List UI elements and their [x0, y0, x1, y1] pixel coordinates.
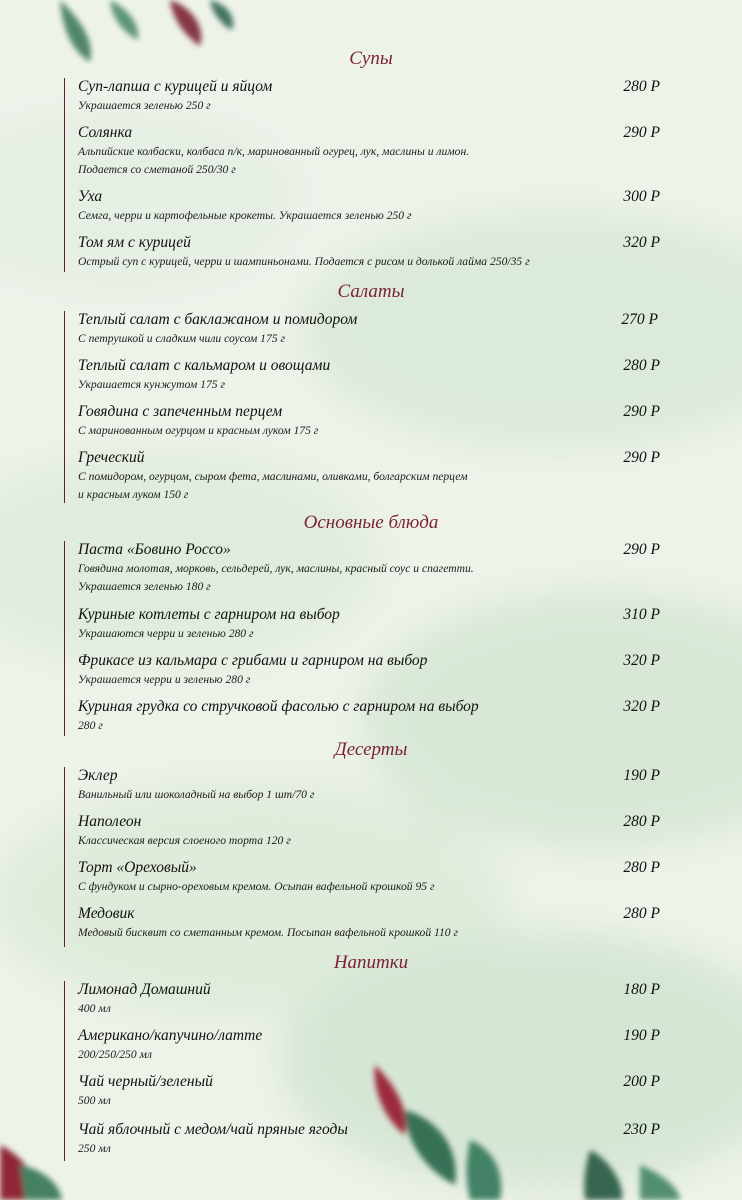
menu-item [78, 540, 660, 596]
menu-item [78, 1026, 660, 1064]
item-price: 290 Р [623, 541, 660, 558]
item-price: 290 Р [623, 449, 660, 466]
item-name: Греческий [78, 449, 145, 466]
item-description: 280 г [78, 719, 103, 732]
item-description: 250 мл [78, 1142, 111, 1155]
item-price: 290 Р [623, 403, 660, 420]
item-name: Торт «Ореховый» [78, 859, 197, 876]
menu-item [78, 766, 660, 804]
item-description: С помидором, огурцом, сыром фета, маслинами, оливками, болгарским перцем [78, 470, 468, 483]
section-rule-main-courses [64, 541, 65, 736]
item-name: Теплый салат с кальмаром и овощами [78, 357, 331, 374]
menu-item [78, 123, 660, 179]
item-name: Суп-лапша с курицей и яйцом [78, 78, 273, 95]
menu-item [78, 1120, 660, 1158]
item-price: 280 Р [623, 78, 660, 95]
item-description: С фундуком и сырно-ореховым кремом. Осыпан вафельной крошкой 95 г [78, 880, 435, 893]
menu-item [78, 697, 660, 735]
item-description: 400 мл [78, 1002, 111, 1015]
item-price: 320 Р [623, 234, 660, 251]
item-description: С маринованным огурцом и красным луком 175 г [78, 424, 319, 437]
menu-item [78, 77, 660, 115]
item-name: Куриная грудка со стручковой фасолью с гарниром на выбор [78, 698, 479, 715]
item-name: Куриные котлеты с гарниром на выбор [78, 606, 340, 623]
item-description: Украшается черри и зеленью 280 г [78, 673, 251, 686]
section-title-drinks: Напитки [333, 952, 409, 973]
item-description-line-2: Украшается зеленью 180 г [78, 580, 211, 593]
item-description: 200/250/250 мл [78, 1048, 152, 1061]
section-rule-salads [64, 311, 65, 503]
item-name: Говядина с запеченным перцем [78, 403, 283, 420]
item-price: 310 Р [623, 606, 660, 623]
item-price: 200 Р [623, 1073, 660, 1090]
item-price: 280 Р [623, 905, 660, 922]
item-description: Украшается кунжутом 175 г [78, 378, 225, 391]
item-price: 270 Р [621, 311, 658, 328]
item-description: 500 мл [78, 1094, 111, 1107]
item-name: Паста «Бовино Россо» [78, 541, 231, 558]
item-name: Эклер [78, 767, 118, 784]
item-name: Уха [78, 188, 103, 205]
item-price: 180 Р [623, 981, 660, 998]
item-description: Медовый бисквит со сметанным кремом. Посыпан вафельной крошкой 110 г [78, 926, 458, 939]
menu-item [78, 187, 660, 225]
item-name: Лимонад Домашний [78, 981, 211, 998]
item-description: Острый суп с курицей, черри и шампиньонами. Подается с рисом и долькой лайма 250/35 г [78, 255, 530, 268]
menu-item [78, 904, 660, 942]
item-name: Чай черный/зеленый [78, 1073, 213, 1090]
menu-item [78, 448, 660, 504]
section-title-soups: Супы [349, 48, 393, 69]
item-price: 280 Р [623, 859, 660, 876]
item-name: Фрикасе из кальмара с грибами и гарниром на выбор [78, 652, 428, 669]
menu-item [78, 812, 660, 850]
item-description: Ванильный или шоколадный на выбор 1 шт/70 г [78, 788, 315, 801]
item-description: Украшается зеленью 250 г [78, 99, 211, 112]
item-name: Американо/капучино/латте [78, 1027, 263, 1044]
item-price: 280 Р [623, 357, 660, 374]
item-description-line-2: Подается со сметаной 250/30 г [78, 163, 236, 176]
item-price: 300 Р [623, 188, 660, 205]
menu-item [78, 858, 660, 896]
section-title-salads: Салаты [337, 281, 405, 302]
item-price: 280 Р [623, 813, 660, 830]
item-name: Чай яблочный с медом/чай пряные ягоды [78, 1121, 348, 1138]
menu-item [78, 356, 660, 394]
menu-item [78, 402, 660, 440]
section-title-desserts: Десерты [334, 739, 408, 760]
item-description-line-2: и красным луком 150 г [78, 488, 189, 501]
item-description: С петрушкой и сладким чили соусом 175 г [78, 332, 285, 345]
menu-item [78, 980, 660, 1018]
item-price: 320 Р [623, 652, 660, 669]
item-name: Том ям с курицей [78, 234, 191, 251]
item-price: 230 Р [623, 1121, 660, 1138]
menu-item [78, 310, 658, 348]
item-price: 190 Р [623, 767, 660, 784]
section-rule-desserts [64, 767, 65, 947]
section-title-main-courses: Основные блюда [303, 512, 439, 533]
item-description: Украшаются черри и зеленью 280 г [78, 627, 254, 640]
item-price: 190 Р [623, 1027, 660, 1044]
menu-item [78, 1072, 660, 1110]
section-rule-soups [64, 78, 65, 272]
item-name: Солянка [78, 124, 133, 141]
section-rule-drinks [64, 981, 65, 1161]
item-description: Семга, черри и картофельные крокеты. Украшается зеленью 250 г [78, 209, 412, 222]
menu-item [78, 605, 660, 643]
item-price: 290 Р [623, 124, 660, 141]
menu-item [78, 651, 660, 689]
menu-item [78, 233, 660, 271]
item-name: Медовик [78, 905, 135, 922]
item-description: Говядина молотая, морковь, сельдерей, лук, маслины, красный соус и спагетти. [78, 562, 474, 575]
item-description: Альпийские колбаски, колбаса п/к, маринованный огурец, лук, маслины и лимон. [78, 145, 470, 158]
item-description: Классическая версия слоеного торта 120 г [78, 834, 291, 847]
item-name: Теплый салат с баклажаном и помидором [78, 311, 358, 328]
item-name: Наполеон [78, 813, 142, 830]
item-price: 320 Р [623, 698, 660, 715]
